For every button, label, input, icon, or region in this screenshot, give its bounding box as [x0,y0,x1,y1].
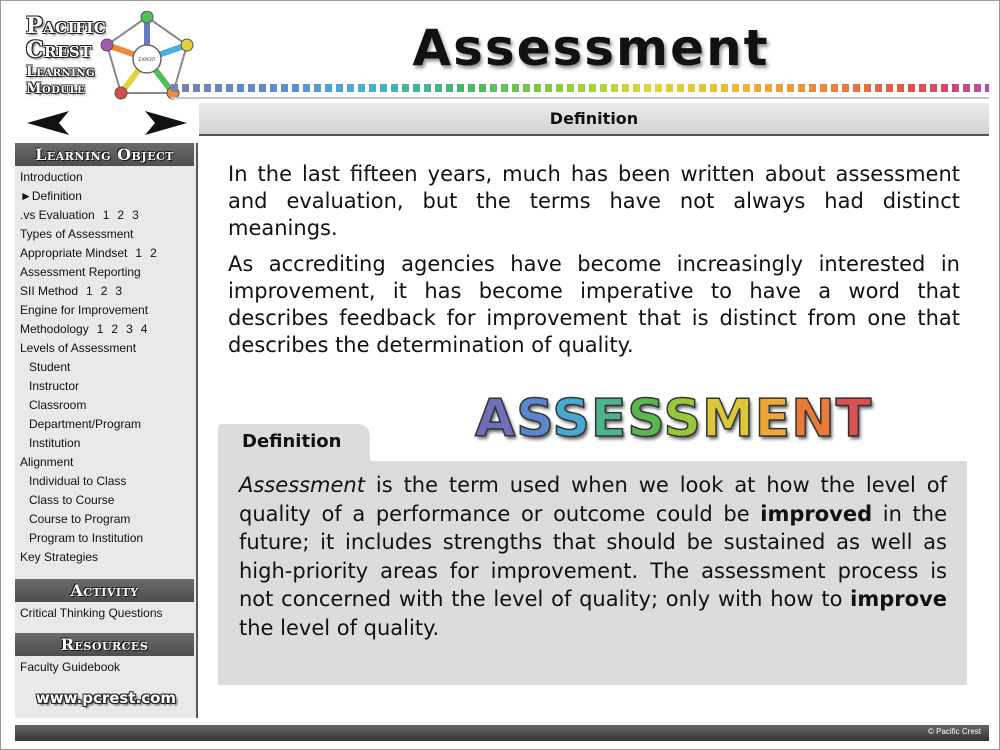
learning-object-nav [15,168,196,567]
logo-line-pacific: Pacific [26,13,107,39]
resources-nav [15,658,196,677]
sidebar-item-institution[interactable] [15,434,196,453]
sidebar-item-faculty-guidebook[interactable] [15,658,196,677]
definition-term: Assessment [239,473,365,497]
nav-item-label: ►Definition [20,189,82,203]
page-title: Assessment [412,19,770,77]
nav-item-label: Course to Program [29,512,131,526]
nav-item-label: Appropriate Mindset [20,246,128,260]
sidebar-item-classroom[interactable] [15,396,196,415]
sidebar-item-sii-method[interactable] [15,282,196,301]
rainbow-divider [171,84,989,92]
sidebar-item-definition[interactable] [15,187,196,206]
page-link-2[interactable]: 2 [100,284,108,298]
nav-item-label: Department/Program [29,417,142,431]
section-bar [199,103,989,136]
wheel-node [115,87,127,99]
footer-bar [15,725,989,741]
wheel-node [141,11,153,23]
logo-wheel-label: EXPERT [138,58,156,63]
wheel-node [101,39,113,51]
wordart-letter: T [835,389,873,449]
pacific-crest-logo [17,11,197,101]
sidebar [15,143,198,718]
wordart-letter: S [516,389,553,449]
copyright-text: © Pacific Crest [927,727,981,736]
sidebar-item-levels-of-assessment[interactable] [15,339,196,358]
nav-item-label: Alignment [20,455,74,469]
assessment-wordart [475,389,873,449]
sidebar-item-class-to-course[interactable] [15,491,196,510]
definition-text-c: the level of quality. [239,615,440,640]
nav-item-label: Classroom [29,398,87,412]
sidebar-item-methodology[interactable] [15,320,196,339]
nav-item-label: Institution [29,436,81,450]
wordart-letter: S [627,389,664,449]
nav-item-label: Introduction [20,170,83,184]
page-link-4[interactable]: 4 [140,322,148,336]
page-link-2[interactable]: 2 [111,322,119,336]
activity-nav [15,604,196,623]
header-rule [171,97,989,99]
nav-item-label: .vs Evaluation [20,208,95,222]
logo-line-module: Module [26,81,86,97]
wordart-letter: S [552,389,591,449]
sidebar-item-types-of-assessment[interactable] [15,225,196,244]
nav-item-label: Assessment Reporting [20,265,141,279]
nav-item-label: Levels of Assessment [20,341,137,355]
nav-item-label: Key Strategies [20,550,99,564]
page-link-3[interactable]: 3 [115,284,123,298]
site-url-link[interactable]: www.pcrest.com [35,689,177,707]
page-link-3[interactable]: 3 [126,322,133,336]
nav-item-label: Program to Institution [29,531,144,545]
sidebar-item-assessment-reporting[interactable] [15,263,196,282]
wordart-letter: E [590,389,628,449]
sidebar-item-instructor[interactable] [15,377,196,396]
wordart-letter: S [663,389,702,449]
sidebar-item-critical-thinking-questions[interactable] [15,604,196,623]
sidebar-item-individual-to-class[interactable] [15,472,196,491]
nav-item-label: Class to Course [29,493,115,507]
main-content [228,161,960,368]
wordart-letter: N [791,389,836,449]
definition-bold-improved: improved [760,501,873,526]
definition-text-b: in the future; it includes strengths that should be sustained as well as high-priority areas for improvement. The assessment process is not concerned with the level of quality; only with how to [239,501,947,611]
sidebar-item-key-strategies[interactable] [15,548,196,567]
page-link-2[interactable]: 2 [117,208,125,222]
sidebar-item-student[interactable] [15,358,196,377]
page-link-2[interactable]: 2 [150,246,157,260]
definition-bold-improve: improve [850,587,947,611]
accreditation-paragraph: As accrediting agencies have become increasingly interested in improvement, it has become imperative to have a word that describes feedback for improvement that is distinct from one that describes the determination of quality. [228,252,960,357]
sidebar-item-program-to-institution[interactable] [15,529,196,548]
logo-line-learning: Learning [26,64,96,80]
sidebar-item-alignment[interactable] [15,453,196,472]
nav-item-label: Instructor [29,379,80,393]
wordart-letter: A [475,389,517,449]
sidebar-item-introduction[interactable] [15,168,196,187]
sidebar-item-appropriate-mindset[interactable] [15,244,196,263]
resources-header: Resources [15,633,194,656]
definition-box [218,461,967,685]
page-link-3[interactable]: 3 [132,208,139,222]
sidebar-item-course-to-program[interactable] [15,510,196,529]
logo-line-crest: Crest [26,37,92,63]
learning-object-header: Learning Object [15,143,194,166]
nav-item-label: Faculty Guidebook [20,660,121,674]
wordart-letter: M [701,389,755,449]
forward-arrow-button[interactable] [143,109,191,137]
definition-tab: Definition [218,424,370,462]
wheel-node [181,39,193,51]
nav-item-label: Individual to Class [29,474,127,488]
nav-item-label: Types of Assessment [20,227,134,241]
wordart-letter: E [754,389,792,449]
sidebar-item-engine-for-improvement[interactable] [15,301,196,320]
nav-item-label: SII Method [20,284,79,298]
nav-item-label: Engine for Improvement [20,303,149,317]
left-arrow-icon [27,111,69,135]
nav-item-label: Student [29,360,71,374]
page-link-1[interactable]: 1 [135,246,143,260]
back-arrow-button[interactable] [23,109,71,137]
nav-item-label: Critical Thinking Questions [20,606,163,620]
right-arrow-icon [145,111,187,135]
page-link-1[interactable]: 1 [96,322,104,336]
page-link-1[interactable]: 1 [86,284,93,298]
sidebar-item-vs-evaluation[interactable] [15,206,196,225]
intro-paragraph: In the last fifteen years, much has been written about assessment and evaluation, but the terms have not always had distinct meanings. [228,162,960,240]
nav-item-label: Methodology [20,322,89,336]
definition-text-a: is the term used when we look at how the level of quality of a performance or outcome could be [239,473,947,526]
page-link-1[interactable]: 1 [102,208,110,222]
section-subtitle: Definition [549,109,639,128]
activity-header: Activity [15,579,194,602]
sidebar-item-department-program[interactable] [15,415,196,434]
